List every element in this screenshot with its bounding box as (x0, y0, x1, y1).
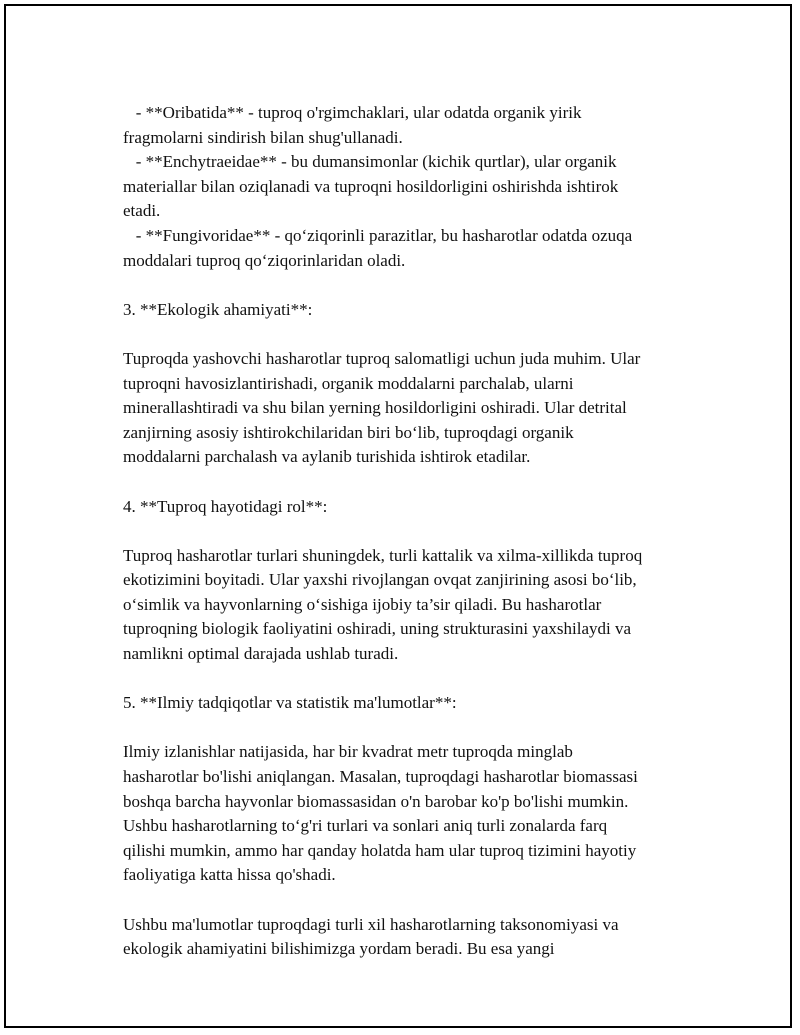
heading-4 (123, 495, 703, 520)
text-line: Tuproqda yashovchi hasharotlar tuproq salomatligi uchun juda muhim. Ular (123, 348, 641, 368)
paragraph-4 (123, 544, 703, 667)
text-line: ekotizimini boyitadi. Ular yaxshi rivojlangan ovqat zanjirining asosi bo‘lib, (123, 570, 637, 590)
paragraph-spacer (123, 470, 703, 495)
text-line: materiallar bilan oziqlanadi va tuproqni hosildorligini oshirishda ishtirok (123, 176, 619, 196)
text-line: moddalari tuproq qo‘ziqorinlaridan oladi. (123, 250, 406, 270)
paragraph-spacer (123, 519, 703, 544)
page-frame (4, 4, 792, 1028)
text-line: Tuproq hasharotlar turlari shuningdek, turli kattalik va xilma-xillikda tuproq (123, 545, 643, 565)
heading-3 (123, 298, 703, 323)
text-line: zanjirning asosiy ishtirokchilaridan biri bo‘lib, tuproqdagi organik (123, 422, 574, 442)
document-body (123, 101, 703, 962)
paragraph-spacer (123, 667, 703, 692)
text-line: tuproqni havosizlantirishadi, organik moddalarni parchalab, ularni (123, 373, 574, 393)
text-line: qilishi mumkin, ammo har qanday holatda ham ular tuproq tizimini hayotiy (123, 840, 637, 860)
text-line: namlikni optimal darajada ushlab turadi. (123, 644, 399, 664)
text-line: ekologik ahamiyatini bilishimizga yordam beradi. Bu esa yangi (123, 939, 555, 959)
text-line: 4. **Tuproq hayotidagi rol**: (123, 496, 328, 516)
text-line: - **Oribatida** - tuproq o'rgimchaklari, ular odatda organik yirik (123, 103, 582, 122)
text-line: Ilmiy izlanishlar natijasida, har bir kvadrat metr tuproqda minglab (123, 742, 573, 762)
text-line: Ushbu ma'lumotlar tuproqdagi turli xil hasharotlarning taksonomiyasi va (123, 914, 619, 934)
text-line: fragmolarni sindirish bilan shug'ullanadi. (123, 127, 403, 147)
text-line: boshqa barcha hayvonlar biomassasidan o'n barobar ko'p bo'lishi mumkin. (123, 791, 629, 811)
paragraph-6 (123, 913, 703, 962)
text-line: moddalarni parchalash va aylanib turishida ishtirok etadilar. (123, 447, 531, 467)
text-line: tuproqning biologik faoliyatini oshiradi, uning strukturasini yaxshilaydi va (123, 619, 632, 639)
paragraph-5 (123, 740, 703, 888)
paragraph-spacer (123, 322, 703, 347)
paragraph-3 (123, 347, 703, 470)
list-oribatida (123, 101, 703, 150)
paragraph-spacer (123, 888, 703, 913)
paragraph-spacer (123, 273, 703, 298)
text-line: - **Enchytraeidae** - bu dumansimonlar (kichik qurtlar), ular organik (123, 152, 617, 172)
text-line: o‘simlik va hayvonlarning o‘sishiga ijobiy ta’sir qiladi. Bu hasharotlar (123, 594, 602, 614)
paragraph-spacer (123, 716, 703, 741)
list-fungivoridae (123, 224, 703, 273)
text-line: hasharotlar bo'lishi aniqlangan. Masalan, tuproqdagi hasharotlar biomassasi (123, 767, 638, 787)
text-line: etadi. (123, 201, 161, 221)
text-line: minerallashtiradi va shu bilan yerning hosildorligini oshiradi. Ular detrital (123, 398, 627, 418)
text-line: Ushbu hasharotlarning to‘g'ri turlari va sonlari aniq turli zonalarda farq (123, 816, 608, 836)
heading-5 (123, 691, 703, 716)
list-enchytraeidae (123, 150, 703, 224)
text-line: - **Fungivoridae** - qo‘ziqorinli parazitlar, bu hasharotlar odatda ozuqa (123, 225, 633, 245)
text-line: faoliyatiga katta hissa qo'shadi. (123, 865, 336, 885)
text-line: 3. **Ekologik ahamiyati**: (123, 299, 313, 319)
text-line: 5. **Ilmiy tadqiqotlar va statistik ma'lumotlar**: (123, 693, 457, 713)
